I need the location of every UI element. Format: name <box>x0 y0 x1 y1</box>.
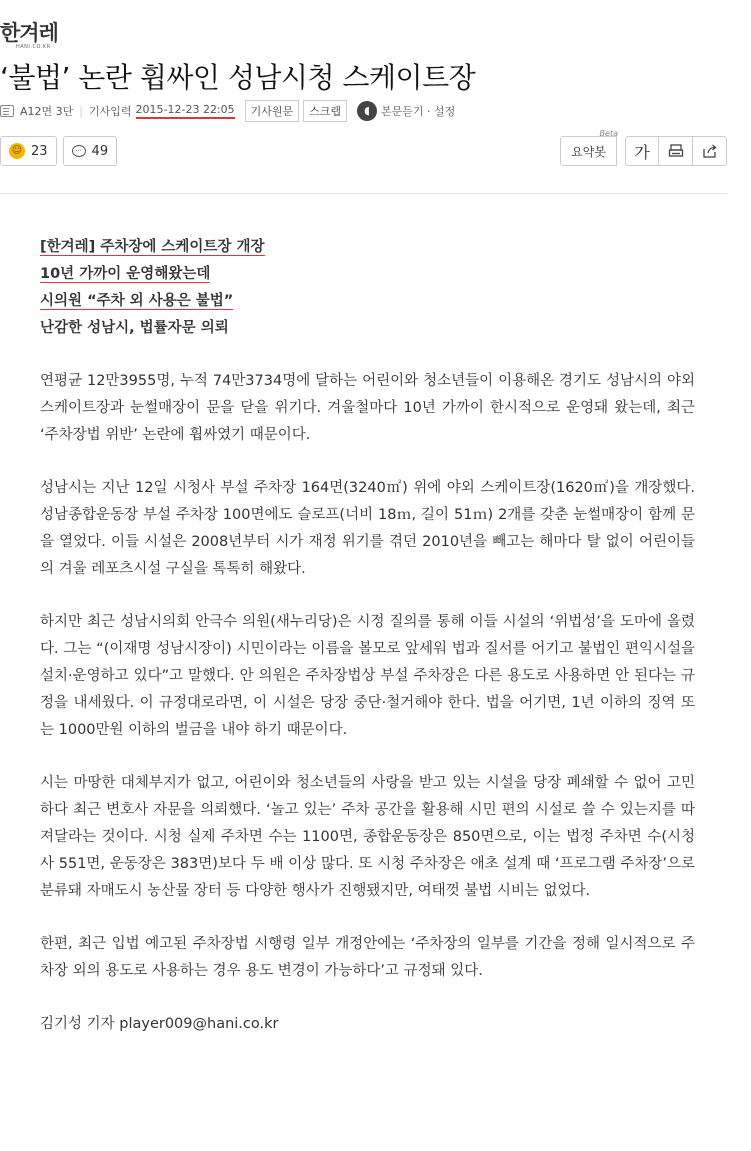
article-paragraph: 성남시는 지난 12일 시청사 부설 주차장 164면(3240㎡) 위에 야외 스케이트장(1620㎡)을 개장했다. 성남종합운동장 부설 주차장 100면에도 슬로프(너비 18ｍ, 길이 51ｍ) 2개를 갖춘 눈썰매장이 함께 문을 열었다. 이들 시설은 2008년부터 시가 재정 위기를 겪던 2010년을 빼고는 해마다 탈 없이 어린이들의 겨울 레포츠시설 구실을 톡톡히 해왔다. <box>40 480 695 577</box>
print-button[interactable] <box>659 136 693 166</box>
article-tools <box>560 129 727 166</box>
meta-divider: | <box>79 104 83 118</box>
speech-bubble-icon: ··· <box>72 145 86 157</box>
article-headline: ‘불법’ 논란 휩싸인 성남시청 스케이트장 <box>0 61 476 94</box>
audio-icon: ◖ <box>357 101 377 121</box>
article-paragraph: 하지만 최근 성남시의회 안극수 의원(새누리당)은 시정 질의를 통해 이들 시설의 ‘위법성’을 도마에 올렸다. 그는 “(이재명 성남시장이) 시민이라는 이름을 볼모로 앞세워 법과 질서를 어기고 불법인 편익시설을 설치·운영하고 있다”고 말했다. 안 의원은 주차장법상 부설 주차장은 다른 용도로 사용하면 안 된다는 규정을 내세웠다. 이 규정대로라면, 이 시설은 당장 중단·철거해야 한다. 법을 어기면, 1년 이하의 징역 또는 1000만원 이하의 벌금을 내야 하기 때문이다. <box>40 614 695 738</box>
header-divider <box>0 193 727 194</box>
scrap-button[interactable]: 스크랩 <box>303 100 347 122</box>
emoji-reaction-button[interactable] <box>0 136 57 166</box>
logo-subtext: HANI.CO.KR <box>16 44 51 50</box>
hankyoreh-logo[interactable] <box>0 22 70 50</box>
article-paragraph: 한편, 최근 입법 예고된 주차장법 시행령 일부 개정안에는 ‘주차장의 일부를 기간을 정해 일시적으로 주차장 외의 용도로 사용하는 경우 용도 변경이 가능하다’고 규정돼 있다. <box>40 936 695 979</box>
article-paragraph: 시는 마땅한 대체부지가 없고, 어린이와 청소년들의 사랑을 받고 있는 시설을 당장 폐쇄할 수 없어 고민하다 최근 변호사 자문을 의뢰했다. ‘놀고 있는’ 주차 공간을 활용해 시민 편의 시설로 쓸 수 있는지를 따져달라는 것이다. 시청 실제 주차면 수는 1100면, 종합운동장은 850면으로, 이는 법정 주차면 수(시청사 551면, 운동장은 383면)보다 두 배 이상 많다. 또 시청 주차장은 애초 설계 때 ‘프로그램 주차장’으로 분류돼 자매도시 농산물 장터 등 다양한 행사가 진행됐지만, 여태껏 불법 시비는 없었다. <box>40 775 695 899</box>
summary-bot-button[interactable] <box>560 129 618 166</box>
original-article-button[interactable]: 기사원문 <box>245 100 300 122</box>
emoji-count: 23 <box>31 143 48 159</box>
summary-line: [한겨레] 주차장에 스케이트장 개장 <box>40 239 265 255</box>
reporter-byline: 김기성 기자 player009@hani.co.kr <box>40 1016 279 1032</box>
listen-button[interactable] <box>357 101 455 121</box>
reaction-bar <box>0 136 123 166</box>
logo-text: 한겨레 <box>0 21 58 45</box>
section-info: A12면 3단 <box>20 105 74 118</box>
article-body <box>40 228 695 1038</box>
newspaper-icon <box>0 105 14 117</box>
font-size-label: 가 <box>634 142 650 162</box>
summary-line: 시의원 “주차 외 사용은 불법” <box>40 293 234 309</box>
article-meta <box>0 100 455 122</box>
article-summary <box>40 234 695 342</box>
summary-line: 난감한 성남시, 법률자문 의뢰 <box>40 320 229 336</box>
beta-badge: Beta <box>599 129 618 138</box>
comment-count: 49 <box>91 143 109 159</box>
smiley-icon: ☺ <box>9 143 25 159</box>
print-icon <box>668 143 684 159</box>
publish-date: 2015-12-23 22:05 <box>136 103 235 119</box>
summary-bot-label: 요약봇 <box>571 144 606 159</box>
article-paragraph: 연평균 12만3955명, 누적 74만3734명에 달하는 어린이와 청소년들이 이용해온 경기도 성남시의 야외 스케이트장과 눈썰매장이 문을 닫을 위기다. 겨울철마다 10년 가까이 한시적으로 운영돼 왔는데, 최근 ‘주차장법 위반’ 논란에 휩싸였기 때문이다. <box>40 373 695 443</box>
summary-line: 10년 가까이 운영해왔는데 <box>40 266 211 282</box>
font-size-button[interactable] <box>625 136 659 166</box>
share-icon <box>702 143 718 159</box>
date-label: 기사입력 <box>89 105 132 118</box>
listen-label: 본문듣기 · 설정 <box>381 105 456 118</box>
comment-button[interactable] <box>63 136 118 166</box>
share-button[interactable] <box>693 136 727 166</box>
